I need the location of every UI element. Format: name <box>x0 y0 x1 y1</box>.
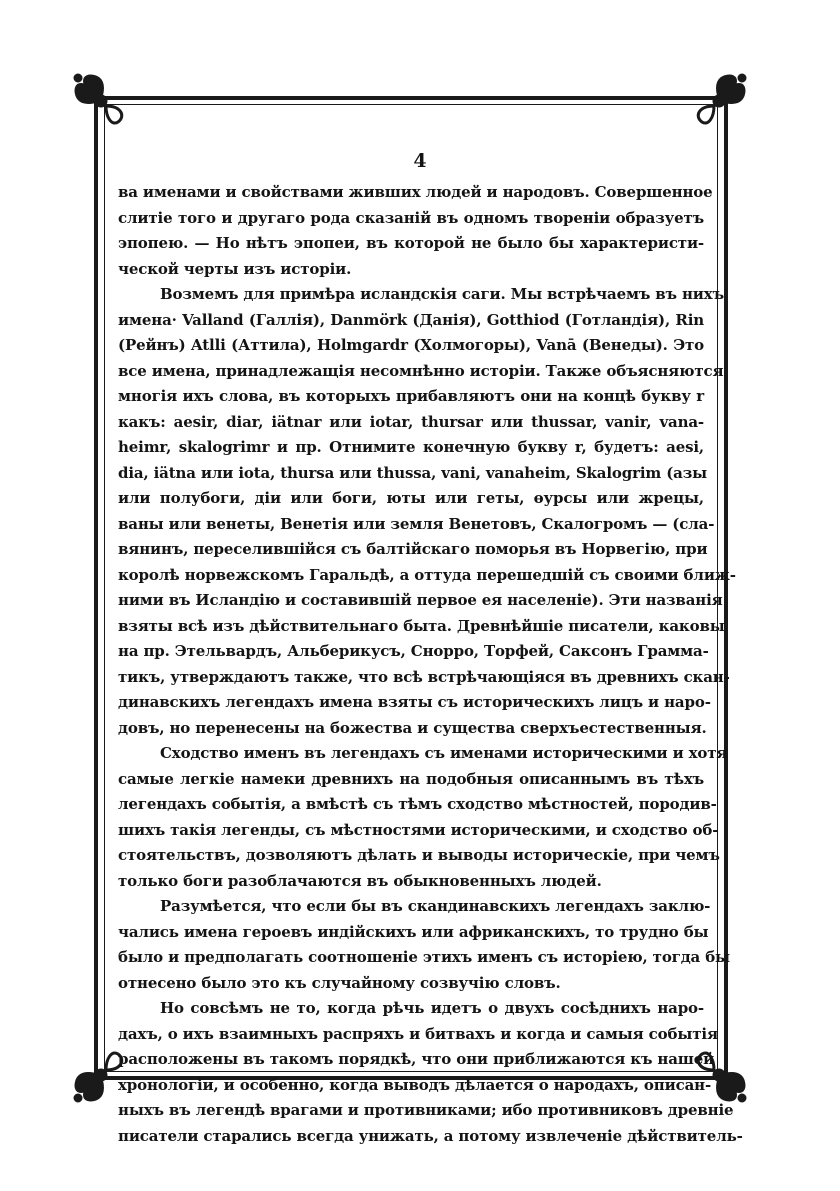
text-line: слитіе того и другаго рода сказаній въ одномъ твореніи образуетъ <box>118 208 704 227</box>
text-line: динавскихъ легендахъ имена взяты съ историческихъ лицъ и наро- <box>118 693 711 711</box>
text-line: Разумѣется, что если бы въ скандинавскихъ легендахъ заклю- <box>160 897 711 915</box>
text-line: ними въ Исландію и составившій первое ея населеніе). Эти названія <box>118 591 723 609</box>
text-line: ныхъ въ легендѣ врагами и противниками; ибо противниковъ древніе <box>118 1101 734 1119</box>
text-line: или полубоги, діи или боги, юты или геты, өурсы или жрецы, <box>118 489 704 507</box>
text-line: имена· Valland (Галлія), Danmörk (Данія), Gotthiod (Готландія), Rin <box>118 310 704 329</box>
text-line: dia, iätna или iota, thursa или thussa, vani, vanaheim, Skalogrim (азы <box>118 463 708 482</box>
text-line: шихъ такія легенды, съ мѣстностями историческими, и сходство об- <box>118 820 719 839</box>
corner-ornament-top-right <box>684 66 754 136</box>
text-line: взяты всѣ изъ дѣйствительнаго быта. Древнѣйшіе писатели, каковы <box>118 616 725 635</box>
body-text <box>118 180 743 1149</box>
page-number: 4 <box>413 150 427 172</box>
text-line: расположены въ такомъ порядкѣ, что они приближаются къ нашей <box>118 1050 715 1068</box>
text-line: тикъ, утверждаютъ также, что всѣ встрѣчающіяся въ древнихъ скан- <box>118 667 730 686</box>
text-line: стоятельствъ, дозволяютъ дѣлать и выводы историческіе, при чемъ <box>118 846 720 864</box>
text-line: отнесено было это къ случайному созвучію словъ. <box>118 973 561 992</box>
text-line: heimr, skalogrimr и пр. Отнимите конечную букву r, будетъ: aesi, <box>118 438 704 456</box>
text-line: эпопею. — Но нѣтъ эпопеи, въ которой не было бы характеристи- <box>118 234 704 252</box>
text-line: писатели старались всегда унижать, а потому извлеченіе дѣйствитель- <box>118 1126 743 1145</box>
text-line: легендахъ событія, а вмѣстѣ съ тѣмъ сходство мѣстностей, породив- <box>118 795 717 813</box>
text-line: на пр. Этельвардъ, Альберикусъ, Снорро, Торфей, Саксонъ Грамма- <box>118 642 709 660</box>
text-line: довъ, но перенесены на божества и существа сверхъестественныя. <box>118 718 707 737</box>
text-line: ва именами и свойствами живших людей и народовъ. Совершенное <box>118 183 713 201</box>
text-line: ческой черты изъ исторіи. <box>118 259 352 278</box>
text-line: Но совсѣмъ не то, когда рѣчь идетъ о двухъ сосѣднихъ наро- <box>160 999 704 1017</box>
text-line: (Рейнъ) Atlli (Аттила), Holmgardr (Холмогоры), Vanā (Венеды). Это <box>118 336 704 354</box>
text-line: все имена, принадлежащія несомнѣнно исторіи. Также объясняются <box>118 361 724 380</box>
text-line: ваны или венеты, Венетія или земля Венетовъ, Скалогромъ — (сла- <box>118 514 715 533</box>
corner-ornament-top-left <box>66 66 136 136</box>
text-line: самые легкіе намеки древнихъ на подобныя описаннымъ въ тѣхъ <box>118 769 704 788</box>
text-line: дахъ, о ихъ взаимныхъ распряхъ и битвахъ и когда и самыя событія <box>118 1024 718 1043</box>
text-line: хронологіи, и особенно, когда выводъ дѣлается о народахъ, описан- <box>118 1075 712 1094</box>
text-line: королѣ норвежскомъ Гаральдѣ, а оттуда перешедшій съ своими ближ- <box>118 565 736 584</box>
text-line: какъ: aesir, diar, iätnar или iotar, thursar или thussar, vanir, vana- <box>118 412 704 431</box>
text-line: многія ихъ слова, въ которыхъ прибавляютъ они на концѣ букву r <box>118 387 704 405</box>
text-line: только боги разоблачаются въ обыкновенныхъ людей. <box>118 871 602 890</box>
text-line: Возмемъ для примѣра исландскія саги. Мы встрѣчаемъ въ нихъ <box>160 285 724 303</box>
text-line: было и предполагать соотношеніе этихъ именъ съ исторіею, тогда бы <box>118 948 730 966</box>
text-line: вянинъ, переселившійся съ балтійскаго поморья въ Норвегію, при <box>118 540 708 558</box>
text-line: Сходство именъ въ легендахъ съ именами историческими и хотя <box>160 744 728 762</box>
text-line: чались имена героевъ индійскихъ или африканскихъ, то трудно бы <box>118 922 709 941</box>
